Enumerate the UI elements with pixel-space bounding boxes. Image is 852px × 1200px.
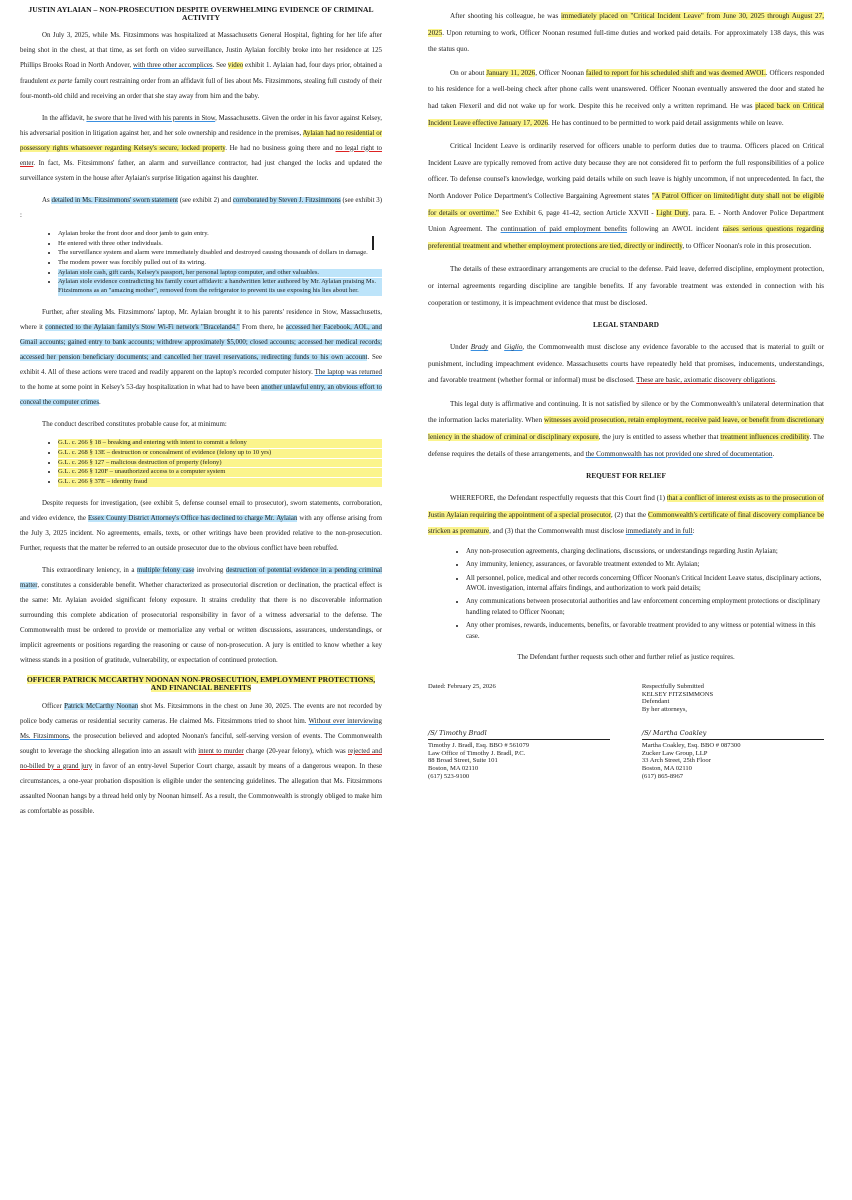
text: Critical Incident Leave is ordinarily reserved for officers unable to perform duties due to trauma. Officers placed on Critical Incident Leave are typically removed from active duty because they are not considered fit to perform the full responsibilities of a police officer. To defense counsel's knowledge, working paid details while on such leave is highly uncommon, if not unprecedented. In fact, the North Andover Police Department's Collective Bargaining Agreement states xyxy=(428,142,824,200)
highlight: "A Patrol Officer on limited/light duty shall not be eligible for details or overtime." xyxy=(428,191,824,217)
attorney-line: Martha Coakley, Esq. BBO # 087300 xyxy=(641,741,741,749)
attorney-line: (617) 523-9100 xyxy=(428,772,470,780)
highlight: continuation of paid employment benefits xyxy=(500,225,628,234)
attorney-line: 88 Broad Street, Suite 101 xyxy=(428,757,498,765)
text: . The defense requires the details of these arrangements, and xyxy=(428,433,824,458)
paragraph xyxy=(20,496,382,556)
paragraph xyxy=(20,28,382,103)
list-item: • Aylaian stole cash, gift cards, Kelsey's passport, her personal laptop computer, and other valuables. xyxy=(58,269,382,278)
text: with any offense arising from the July 3, 2025 incident. No agreements, emails, texts, or other writings have been provided relative to the non-prosecution. Further, requests that the matter be referred to an outside prosecutor due to the obvious conflict have been rebuffed. xyxy=(20,514,382,552)
document-page-right xyxy=(402,0,852,1200)
highlight: January 11, 2026 xyxy=(486,68,536,77)
text: and xyxy=(488,343,505,352)
text: , the prosecution believed and adopted Noonan's fanciful, self-serving version of events. The Commonwealth sought to leverage the shocking allegation into an assault with xyxy=(20,732,382,755)
text: This legal duty is affirmative and continuing. It is not satisfied by silence or by the Commonwealth's unilateral determination that the information lacks materiality. When xyxy=(428,399,824,425)
text: . In fact, Ms. Fitzsimmons' father, an alarm and surveillance contractor, had just changed the locks and updated the surveillance system in the house after Aylaian's surprise litigation against his daughter. xyxy=(20,159,382,182)
text: . Upon returning to work, Officer Noonan resumed full-time duties and worked paid details. For approximately 138 days, this was the status quo. xyxy=(428,28,824,54)
list-item: • G.L. c. 266 § 120F – unauthorized access to a computer system xyxy=(58,468,382,477)
text: , constitutes a considerable benefit. Whether characterized as prosecutorial discretion or declination, the practical effect is the same: Mr. Aylaian avoided significant felony exposure. It strains credulity that there is no discoverable information surrounding this complete abdication of prosecutorial responsibility in favor of a witness adversarial to the defense. The Commonwealth must be ordered to provide or memorialize any verbal or written discussions, assurances, understandings, or implicit agreements or positions regarding the reasoning or cause of non-prosecution. A jury is entitled to know whether a key witness stands in a position of gratitude, vulnerability, or expectation of continued protection. xyxy=(20,581,382,665)
text: WHEREFORE, the Defendant respectfully requests that this Court find (1) xyxy=(450,494,667,503)
highlight: video xyxy=(227,62,244,70)
attorney-line: 33 Arch Street, 25th Floor xyxy=(641,757,711,765)
text: . He has continued to be permitted to work paid detail assignments while on leave. xyxy=(548,118,784,127)
list-item: • Aylaian stole evidence contradicting his family court affidavit: a handwritten letter authored by Mr. Aylaian praising Ms. Fitzsimmons as an "amazing mother", removed from the refrigerator to prevent its use exposing his lies about her. xyxy=(58,278,382,295)
submitted-line: KELSEY FITZSIMMONS xyxy=(641,690,714,698)
highlight: Aylaian had no residential or possessory rights whatsoever regarding Kelsey's secure, locked property xyxy=(20,129,382,152)
text: shot Ms. Fitzsimmons in the chest on June 30, 2025. The events are not recorded by police body cameras or residential security cameras. He claimed Ms. Fitzsimmons tried to shoot him. xyxy=(20,702,382,725)
paragraph xyxy=(428,396,824,462)
list-item: • He entered with three other individuals. xyxy=(58,240,382,249)
paragraph xyxy=(20,111,382,186)
highlight: witnesses avoid prosecution, retain employment, receive paid leave, or benefit from discretionary leniency in the shadow of criminal or disciplinary exposure xyxy=(428,416,824,442)
attorney-line: Boston, MA 02110 xyxy=(641,765,692,773)
submitted-column xyxy=(642,683,824,714)
signature-block xyxy=(428,683,824,714)
text: . xyxy=(772,449,775,458)
highlight: immediately placed on "Critical Incident Leave" from June 30, 2025 through August 27, 2025 xyxy=(428,12,824,37)
text: : xyxy=(692,527,695,536)
highlight: detailed in Ms. Fitzsimmons' sworn statement xyxy=(51,196,179,204)
dated-column xyxy=(428,683,610,714)
text: , Massachusetts. Given the order in his favor against Kelsey, his adversarial position in litigation against her, and her sole ownership and residence in the premises, xyxy=(20,114,382,137)
highlight: with three other accomplices xyxy=(132,62,213,70)
text: , para. E. - North Andover Police Department Union Agreement. The xyxy=(428,208,824,234)
highlight: placed back on Critical Incident Leave effective January 17, 2026 xyxy=(428,101,825,127)
highlight: Commonwealth's certificate of final discovery compliance be stricken as premature xyxy=(428,510,825,536)
text-cursor xyxy=(372,236,374,250)
highlight: Brady xyxy=(470,343,489,352)
paragraph: The conduct described constitutes probable cause for, at minimum: xyxy=(42,421,227,429)
highlight: Patrick McCarthy Noonan xyxy=(64,702,139,710)
submitted-line: By her attorneys, xyxy=(641,706,688,714)
paragraph: The details of these extraordinary arrangements are crucial to the defense. Paid leave, deferred discipline, employment protection, or internal agreements regarding discipline are tangible benefits. If any favorable treatment was extended in connection with his cooperation or testimony, it is impeachment evidence that must be disclosed. xyxy=(428,265,824,307)
text: charge (20-year felony), which was xyxy=(243,747,348,755)
text: involving xyxy=(194,566,226,574)
paragraph xyxy=(428,8,824,58)
highlight: the Commonwealth has not provided one shred of documentation xyxy=(585,449,773,458)
attorney-line: Zucker Law Group, LLP xyxy=(641,749,708,757)
charges-list xyxy=(20,439,382,487)
highlight: corroborated by Steven J. Fitzsimmons xyxy=(232,196,341,204)
highlight: another unlawful entry, an obvious effort to conceal the computer crimes xyxy=(20,384,382,407)
highlight: Without ever interviewing Ms. Fitzsimmons xyxy=(20,717,382,740)
submitted-line: Respectfully Submitted xyxy=(641,682,704,690)
text: , (2) that the xyxy=(610,510,648,519)
highlight: The laptop was returned xyxy=(314,369,382,377)
highlight: Giglio xyxy=(504,343,523,352)
list-item: • The modem power was forcibly pulled out of its wiring. xyxy=(58,259,382,268)
highlight: failed to report for his scheduled shift and was deemed AWOL xyxy=(585,68,766,77)
highlight: accessed her Facebook, AOL, and Gmail accounts; gained entry to bank accounts; withdrew approximately $5,000; closed accounts; accessed her medical records; accessed her pension beneficiary documents; and cancelled her travel reservations, redirecting funds to his own account xyxy=(20,323,382,361)
section-heading-noonan xyxy=(20,676,382,692)
text: , the jury is entitled to assess whether that xyxy=(598,433,721,442)
highlight: multiple felony case xyxy=(136,566,195,574)
text: Despite requests for investigation, (see exhibit 5, defense counsel email to prosecutor), sworn statements, corroboration, and video evidence, the xyxy=(20,499,382,522)
text: following an AWOL incident xyxy=(627,225,723,234)
paragraph xyxy=(20,699,382,819)
text: Officer xyxy=(42,702,65,710)
signature-coakley: /S/ Martha Coakley xyxy=(642,730,824,740)
list-item: • G.L. c. 266 § 18 – breaking and entering with intent to commit a felony xyxy=(58,439,382,448)
evidence-list xyxy=(20,230,382,296)
highlight: no legal right to enter xyxy=(20,144,382,167)
text: exhibit 1. Aylaian had, four days prior, obtained a fraudulent xyxy=(20,62,382,85)
highlight: Essex County District Attorney's Office has declined to charge Mr. Aylaian xyxy=(87,514,298,522)
text: , and (3) that the Commonwealth must disclose xyxy=(489,527,626,536)
text: As xyxy=(42,196,52,204)
list-item: • Any other promises, rewards, inducements, benefits, or favorable treatment provided to any witness or potential witness in this case. xyxy=(466,621,824,642)
text: , Officer Noonan xyxy=(535,68,586,77)
attorney-coakley xyxy=(642,730,824,781)
text: In the affidavit, xyxy=(42,114,87,122)
text: . See exhibit 4. All of these actions were traced and readily apparent on the laptop's recorded computer history. xyxy=(20,354,382,377)
text: (see exhibit 3) : xyxy=(20,196,382,219)
section-heading-relief: REQUEST FOR RELIEF xyxy=(586,472,666,481)
list-item: • The surveillance system and alarm were immediately disabled and destroyed causing thousands of dollars in damage. xyxy=(58,249,382,258)
signature-bradl: /S/ Timothy Bradl xyxy=(428,730,610,740)
highlight: rejected and no-billed by a grand jury xyxy=(20,747,382,770)
dated-line: Dated: February 25, 2026 xyxy=(428,682,496,690)
list-item: • All personnel, police, medical and other records concerning Officer Noonan's Critical Incident Leave status, disciplinary actions, AWOL investigation, internal affairs findings, and authorization to work paid details; xyxy=(466,574,824,595)
text: family court restraining order from an affidavit full of lies about Ms. Fitzsimmons, stealing full custody of their four-month-old child and receiving an order that she stay away from him and the baby. xyxy=(20,77,383,100)
section-heading-legal-standard: LEGAL STANDARD xyxy=(593,321,659,330)
text: From there, he xyxy=(239,323,286,331)
highlight: treatment influences credibility xyxy=(720,433,810,442)
list-item: • G.L. c. 266 § 127 – malicious destruction of property (felony) xyxy=(58,459,382,468)
paragraph xyxy=(20,563,382,668)
submitted-line: Defendant xyxy=(641,698,670,706)
text: Further, after stealing Ms. Fitzsimmons' laptop, Mr. Aylaian brought it to his parents' residence in Stow, Massachusetts, where it xyxy=(20,308,382,331)
text: in favor of an entry-level Superior Court charge, assault by means of a dangerous weapon. In these circumstances, a one-year probation disposition is eligible under the sentencing guidelines. The allegation that Ms. Fitzsimmons assaulted Noonan hangs by a thread held only by Noonan himself. As a result, the Commonwealth is strongly obliged to make him as comfortable as possible. xyxy=(20,762,382,815)
italic-term: ex parte xyxy=(50,77,73,85)
attorney-line: Timothy J. Bradl, Esq. BBO # 561079 xyxy=(428,741,530,749)
paragraph xyxy=(20,305,382,410)
text: . See xyxy=(212,62,228,70)
list-item: • Any communications between prosecutorial authorities and law enforcement concerning employment protections or disciplinary handling related to Officer Noonan; xyxy=(466,597,824,618)
text: After shooting his colleague, he was xyxy=(450,12,561,20)
highlight: immediately and in full xyxy=(625,527,693,536)
signature-attorneys xyxy=(428,730,824,781)
text: On or about xyxy=(450,68,487,77)
highlight: that a conflict of interest exists as to the prosecution of Justin Aylaian requiring the appointment of a special prosecutor xyxy=(428,494,824,519)
highlight: connected to the Aylaian family's Stow Wi-Fi network "Braceland4." xyxy=(45,323,240,331)
text: , to Officer Noonan's role in this prosecution. xyxy=(682,241,812,250)
text: (see exhibit 2) and xyxy=(178,196,233,204)
list-item: • Any immunity, leniency, assurances, or favorable treatment extended to Mr. Aylaian; xyxy=(466,560,824,570)
text: . xyxy=(99,399,101,407)
highlight: Light Duty xyxy=(656,208,689,217)
list-item: • G.L. c. 266 § 37E – identity fraud xyxy=(58,478,382,487)
attorney-line: (617) 865-8967 xyxy=(641,772,684,780)
attorney-bradl xyxy=(428,730,610,781)
text: . Officers responded to his residence for a well-being check after phone calls went unanswered. Officer Noonan eventually answered the door and stated he had taken Flexeril and did not wake up for work. Despite this he received only a written reprimand. He was xyxy=(428,68,825,110)
list-item: • G.L. c. 268 § 13E – destruction or concealment of evidence (felony up to 10 yrs) xyxy=(58,449,382,458)
highlight: raises serious questions regarding preferential treatment and whether employment protections are tied, directly or indirectly xyxy=(428,225,824,250)
closing-request: The Defendant further requests such other and further relief as justice requires. xyxy=(517,653,735,661)
document-page-left xyxy=(0,0,402,1200)
list-item: • Aylaian broke the front door and door jamb to gain entry. xyxy=(58,230,382,239)
highlight: OFFICER PATRICK MCCARTHY NOONAN NON-PROSECUTION, EMPLOYMENT PROTECTIONS, AND FINANCIAL BENEFITS xyxy=(26,675,376,693)
relief-list xyxy=(428,547,824,642)
highlight: destruction of potential evidence in a pending criminal matter xyxy=(20,566,382,589)
paragraph xyxy=(428,138,824,254)
paragraph xyxy=(428,339,824,389)
text: . xyxy=(775,376,777,385)
text: Under xyxy=(450,343,471,352)
text: See Exhibit 6, page 41-42, section Article XXVII - xyxy=(498,208,657,217)
text: This extraordinary leniency, in a xyxy=(42,566,137,574)
attorney-line: Boston, MA 02110 xyxy=(428,765,479,773)
highlight: These are basic, axiomatic discovery obligations xyxy=(636,376,776,385)
paragraph xyxy=(428,65,824,131)
paragraph xyxy=(20,193,382,223)
list-item: • Any non-prosecution agreements, charging declinations, discussions, or understandings regarding Justin Aylaian; xyxy=(466,547,824,557)
text: . He had no business going there and xyxy=(225,144,336,152)
section-heading-aylaian: JUSTIN AYLAIAN – NON-PROSECUTION DESPITE OVERWHELMING EVIDENCE OF CRIMINAL ACTIVITY xyxy=(28,5,374,23)
attorney-line: Law Office of Timothy J. Bradl, P.C. xyxy=(428,749,526,757)
highlight: he swore that he lived with his parents in Stow xyxy=(86,114,216,122)
text: On July 3, 2025, while Ms. Fitzsimmons was hospitalized at Massachusetts General Hospital, fighting for her life after being shot in the chest, at that time, as set forth on video surveillance, Justin Aylaian forcibly broke into her residence at 125 Phillips Brooks Road in North Andover, xyxy=(20,32,382,70)
text: , the Commonwealth must disclose any evidence favorable to the accused that is material to guilt or punishment, including impeachment evidence. Massachusetts courts have repeatedly held that promises, inducements, understandings, and favorable treatment (whether formal or informal) must be disclosed. xyxy=(428,343,824,385)
highlight: intent to murder xyxy=(198,747,244,755)
paragraph xyxy=(428,490,824,540)
text: to the home at some point in Kelsey's 53-day hospitalization in what had to have been xyxy=(20,384,262,392)
